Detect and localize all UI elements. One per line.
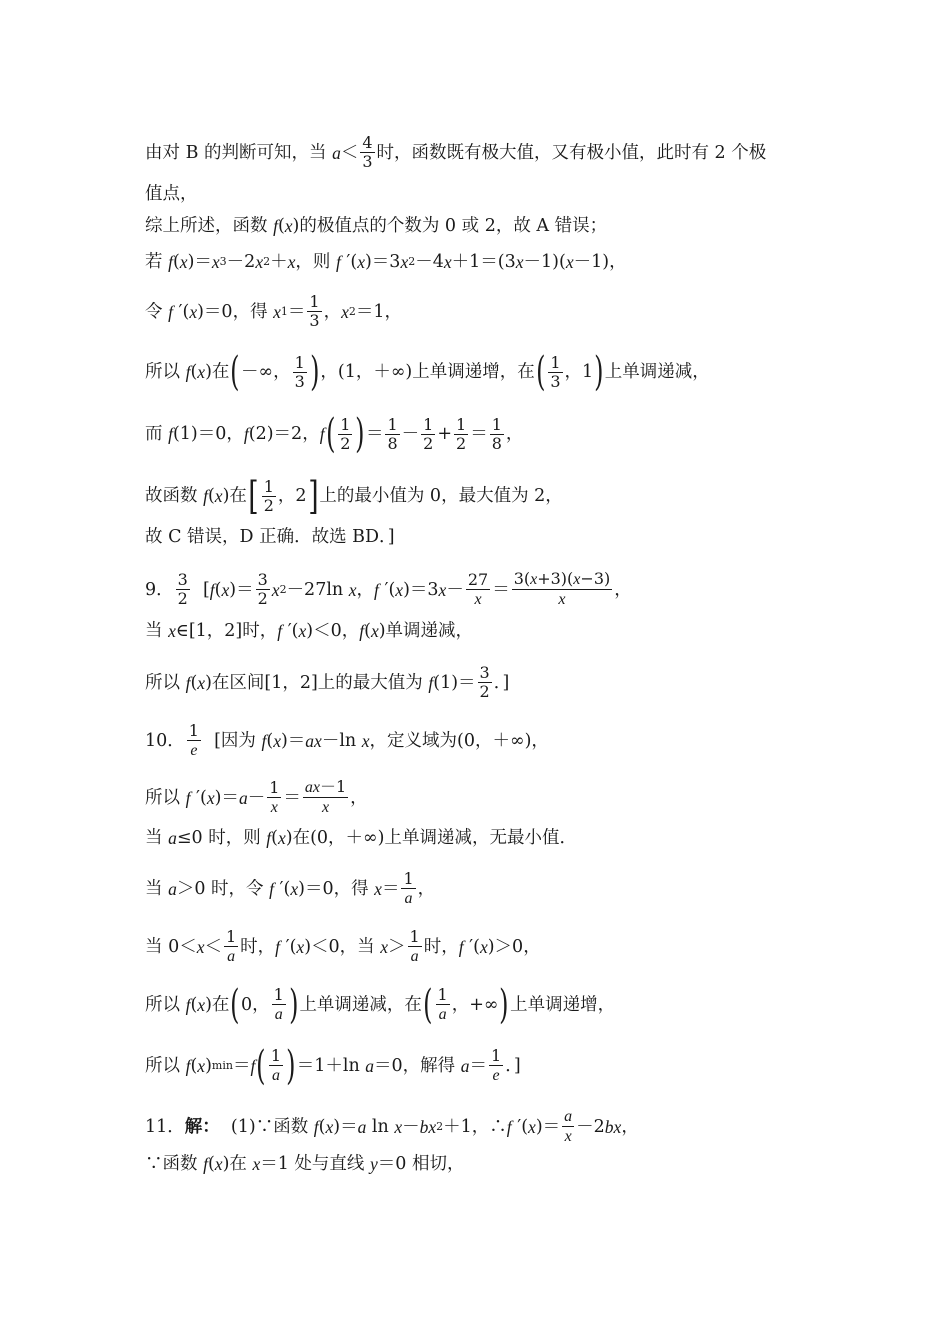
text-line: 当 0＜ x ＜ $\frac{1}{a}$ 时， f ′( x )＜0，当 x ＞ $\frac{1}{a}$ 时， f ′( x )＞0， xyxy=(145,927,541,965)
text-line: 当 a ＞0 时，令 f ′( x )＝0，得 x ＝ $\frac{1}{a}$ ， xyxy=(145,869,436,907)
text-line: 综上所述，函数 f ( x )的极值点的个数为 0 或 2，故 A 错误； xyxy=(145,216,608,236)
text-line: 令 f ′( x )＝0，得 x 1 ＝ $\frac{1}{3}$ ， x 2 ＝1， xyxy=(145,292,403,330)
text-line: ∵函数 f ( x )在 x ＝1 处与直线 y ＝0 相切， xyxy=(145,1154,465,1174)
text-line: 所以 f ′( x )＝ a － $\frac{1}{x}$ ＝ $\frac{ax-1}{x}$ ， xyxy=(145,777,368,816)
text-line: 所以 f ( x ) min ＝ f ( $\frac{1}{a}$ ) ＝1＋ln a ＝0，解得 a ＝ $\frac{1}{e}$ ．] xyxy=(145,1043,521,1089)
text-line: 9． $\frac{3}{2}$ [ f ( x )＝ $\frac{3}{2}$ x 2 －27ln x ， f ′( x )＝3 x － $\frac{27}{x}$ ＝ $\frac{3(x+3)(x-3)}{x}$ ， xyxy=(145,569,632,608)
text-line: 11． 解： (1)∵函数 f ( x )＝ a ln x － bx 2 ＋1，∴ f ′( x )＝ $\frac{a}{x}$ －2 bx ， xyxy=(145,1108,639,1145)
text-line: 所以 f ( x )在 ( －∞， $\frac{1}{3}$ ) ，(1，＋∞)上单调递增，在 ( $\frac{1}{3}$ ，1 ) 上单调递减， xyxy=(145,349,710,395)
text-line: 值点， xyxy=(145,184,198,204)
text-line: 当 x ∈[1，2]时， f ′( x )＜0， f ( x )单调递减， xyxy=(145,621,474,641)
text-line: 故函数 f ( x )在 [ $\frac{1}{2}$ ，2 ] 上的最小值为 0，最大值为 2， xyxy=(145,474,563,518)
text-line: 而 f (1)＝0， f (2)＝2， f ( $\frac{1}{2}$ ) ＝ $\frac{1}{8}$ － $\frac{1}{2}$ + $\frac{1}{2}$ ＝ $\frac{1}{8}$ ， xyxy=(145,411,524,457)
text-line: 若 f ( x )＝ x 3 －2 x 2 ＋ x ，则 f ′( x )＝3 x 2 －4 x ＋1＝(3 x －1)( x －1)， xyxy=(145,252,627,272)
text-line: 10． $\frac{1}{e}$ [因为 f ( x )＝ ax －ln x ，定义域为(0，＋∞)， xyxy=(145,721,549,759)
text-line: 所以 f ( x )在 ( 0， $\frac{1}{a}$ ) 上单调递减，在 ( $\frac{1}{a}$ ，+∞ ) 上单调递增， xyxy=(145,982,616,1028)
text-line: 所以 f ( x )在区间[1，2]上的最大值为 f (1)＝ $\frac{3}{2}$ ．] xyxy=(145,663,510,701)
text-line: 故 C 错误，D 正确．故选 BD．] xyxy=(145,527,395,547)
text-line: 由对 B 的判断可知，当 a ＜ $\frac{4}{3}$ 时，函数既有极大值，又有极小值，此时有 2 个极 xyxy=(145,133,767,171)
text-line: 当 a ≤0 时，则 f ( x )在(0，＋∞)上单调递减，无最小值． xyxy=(145,828,577,848)
